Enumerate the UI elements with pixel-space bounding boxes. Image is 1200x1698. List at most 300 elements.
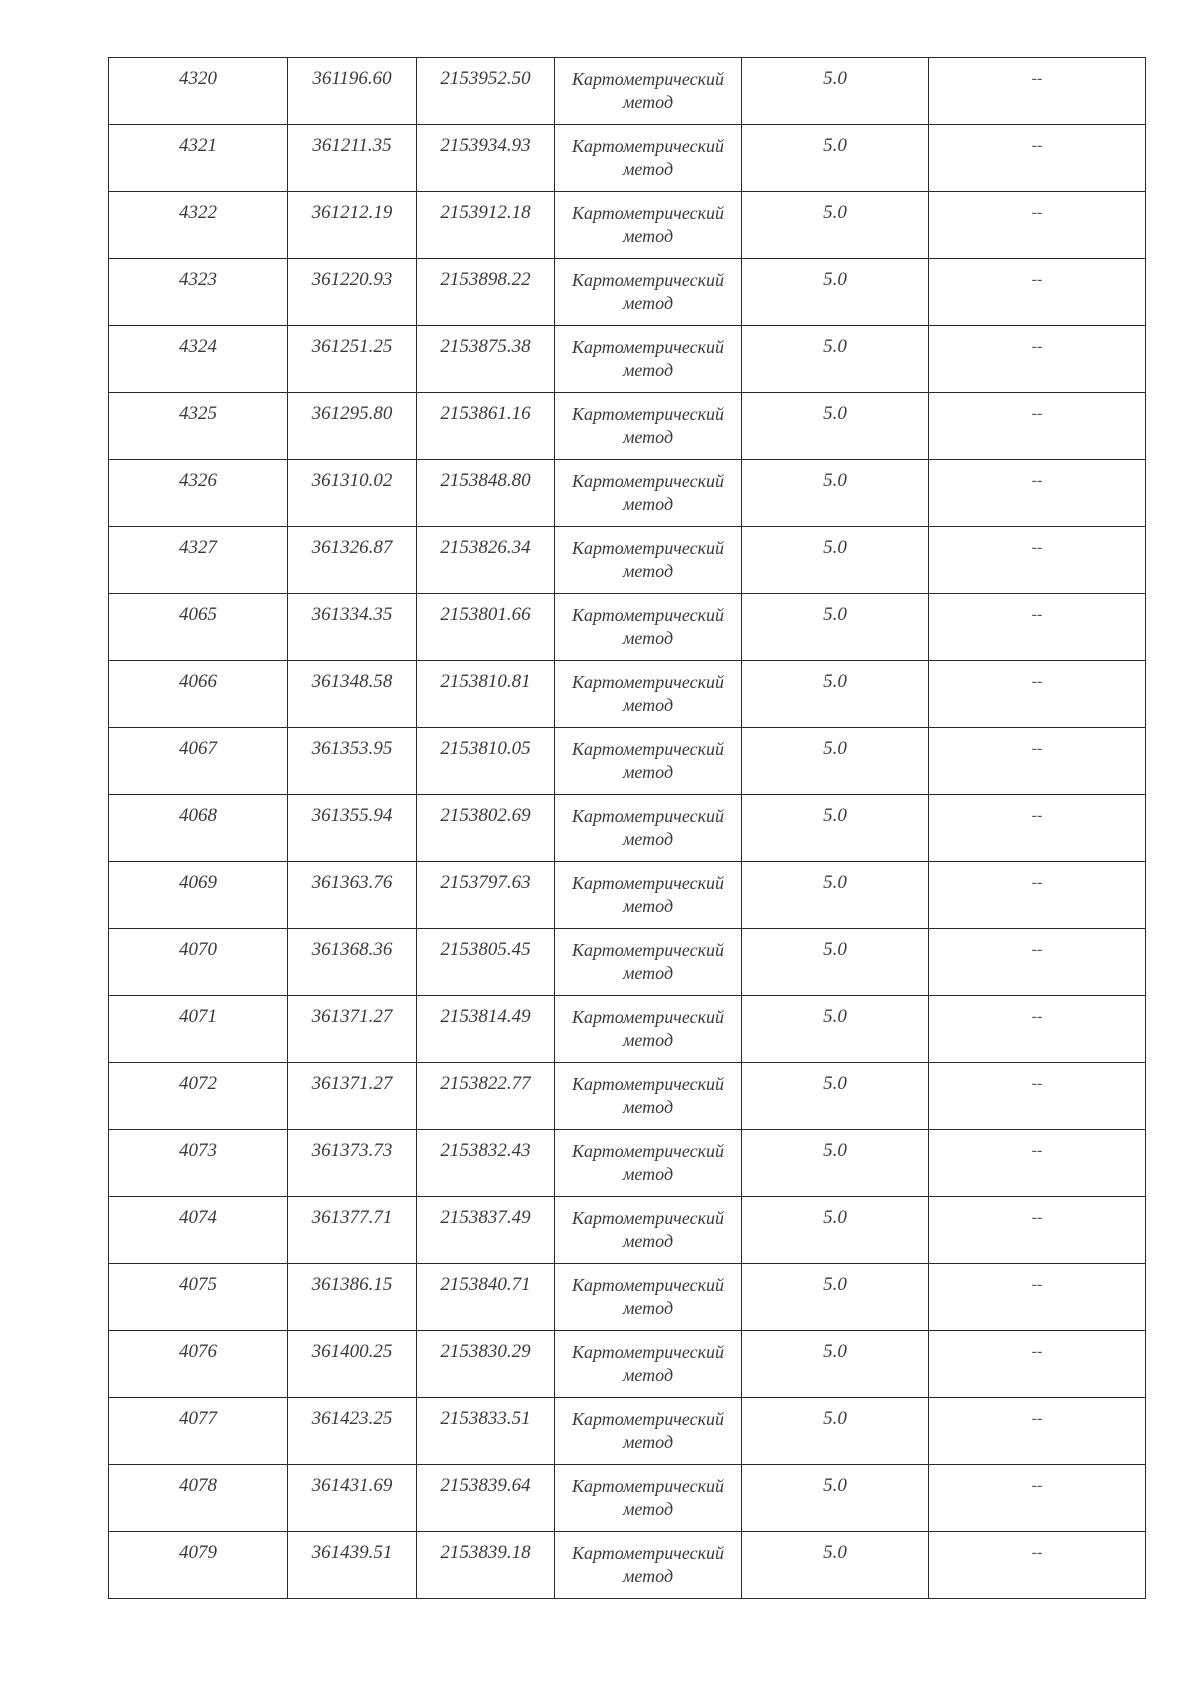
note-value: --: [1031, 874, 1043, 891]
x-coordinate-value: 361295.80: [311, 403, 393, 424]
accuracy-cell: [742, 996, 929, 1063]
method-line-2: метод: [622, 494, 674, 514]
method-text: [555, 1331, 741, 1387]
method-cell: [555, 728, 742, 795]
accuracy-value: 5.0: [823, 470, 847, 491]
method-line-1: Картометрический: [571, 337, 724, 357]
method-cell: [555, 1532, 742, 1599]
point-number-value: 4322: [179, 202, 217, 223]
x-coordinate-value: 361439.51: [311, 1542, 393, 1563]
method-text: [555, 862, 741, 918]
y-coordinate-value: 2153833.51: [440, 1408, 531, 1429]
accuracy-value: 5.0: [823, 805, 847, 826]
x-coordinate-value: 361251.25: [311, 336, 393, 357]
point-number-cell: [109, 929, 288, 996]
accuracy-value: 5.0: [823, 604, 847, 625]
note-value: --: [1031, 1343, 1043, 1360]
point-number-value: 4066: [179, 671, 217, 692]
point-number-cell: [109, 795, 288, 862]
x-coordinate-value: 361423.25: [311, 1408, 393, 1429]
method-line-2: метод: [622, 896, 674, 916]
x-coordinate-value: 361386.15: [311, 1274, 393, 1295]
x-coordinate-cell: [288, 460, 417, 527]
y-coordinate-cell: [417, 661, 555, 728]
accuracy-value: 5.0: [823, 537, 847, 558]
method-text: [555, 795, 741, 851]
note-cell: [929, 259, 1146, 326]
point-number-cell: [109, 192, 288, 259]
method-text: [555, 996, 741, 1052]
note-value: --: [1031, 1075, 1043, 1092]
table-row: [109, 594, 1146, 661]
note-cell: [929, 1130, 1146, 1197]
table-row: [109, 1197, 1146, 1264]
point-number-value: 4320: [179, 68, 217, 89]
y-coordinate-cell: [417, 393, 555, 460]
y-coordinate-value: 2153837.49: [440, 1207, 531, 1228]
method-text: [555, 1465, 741, 1521]
table-row: [109, 393, 1146, 460]
x-coordinate-cell: [288, 996, 417, 1063]
y-coordinate-value: 2153810.81: [440, 671, 531, 692]
table-row: [109, 527, 1146, 594]
method-line-1: Картометрический: [571, 605, 724, 625]
x-coordinate-value: 361363.76: [311, 872, 393, 893]
method-line-2: метод: [622, 293, 674, 313]
note-value: --: [1031, 673, 1043, 690]
note-value: --: [1031, 1544, 1043, 1561]
table-row: [109, 1532, 1146, 1599]
method-line-2: метод: [622, 628, 674, 648]
y-coordinate-cell: [417, 259, 555, 326]
method-line-2: метод: [622, 360, 674, 380]
method-line-2: метод: [622, 829, 674, 849]
x-coordinate-value: 361377.71: [311, 1207, 393, 1228]
point-number-value: 4065: [179, 604, 217, 625]
x-coordinate-cell: [288, 1063, 417, 1130]
x-coordinate-cell: [288, 192, 417, 259]
accuracy-value: 5.0: [823, 939, 847, 960]
accuracy-cell: [742, 929, 929, 996]
point-number-value: 4071: [179, 1006, 217, 1027]
x-coordinate-cell: [288, 929, 417, 996]
point-number-cell: [109, 259, 288, 326]
point-number-cell: [109, 728, 288, 795]
method-text: [555, 527, 741, 583]
point-number-value: 4323: [179, 269, 217, 290]
accuracy-cell: [742, 527, 929, 594]
method-cell: [555, 996, 742, 1063]
x-coordinate-cell: [288, 1465, 417, 1532]
note-value: --: [1031, 1410, 1043, 1427]
x-coordinate-cell: [288, 58, 417, 125]
x-coordinate-cell: [288, 594, 417, 661]
table-row: [109, 1398, 1146, 1465]
method-text: [555, 460, 741, 516]
note-cell: [929, 326, 1146, 393]
y-coordinate-value: 2153898.22: [440, 269, 531, 290]
point-number-value: 4324: [179, 336, 217, 357]
y-coordinate-value: 2153839.64: [440, 1475, 531, 1496]
method-line-1: Картометрический: [571, 1007, 724, 1027]
x-coordinate-value: 361211.35: [312, 135, 392, 156]
point-number-cell: [109, 1398, 288, 1465]
point-number-cell: [109, 996, 288, 1063]
method-line-1: Картометрический: [571, 873, 724, 893]
x-coordinate-cell: [288, 125, 417, 192]
method-line-2: метод: [622, 1164, 674, 1184]
method-line-1: Картометрический: [571, 940, 724, 960]
y-coordinate-value: 2153934.93: [440, 135, 531, 156]
note-cell: [929, 1398, 1146, 1465]
note-cell: [929, 996, 1146, 1063]
point-number-cell: [109, 661, 288, 728]
method-line-2: метод: [622, 92, 674, 112]
point-number-cell: [109, 1532, 288, 1599]
method-line-1: Картометрический: [571, 69, 724, 89]
y-coordinate-value: 2153801.66: [440, 604, 531, 625]
y-coordinate-value: 2153952.50: [440, 68, 531, 89]
method-cell: [555, 1331, 742, 1398]
method-cell: [555, 326, 742, 393]
x-coordinate-value: 361371.27: [311, 1006, 393, 1027]
y-coordinate-value: 2153839.18: [440, 1542, 531, 1563]
note-cell: [929, 1532, 1146, 1599]
note-cell: [929, 929, 1146, 996]
accuracy-cell: [742, 326, 929, 393]
method-line-1: Картометрический: [571, 1543, 724, 1563]
note-cell: [929, 795, 1146, 862]
method-text: [555, 326, 741, 382]
x-coordinate-cell: [288, 1331, 417, 1398]
point-number-value: 4078: [179, 1475, 217, 1496]
method-cell: [555, 795, 742, 862]
note-cell: [929, 125, 1146, 192]
note-value: --: [1031, 539, 1043, 556]
accuracy-cell: [742, 192, 929, 259]
accuracy-cell: [742, 1465, 929, 1532]
method-cell: [555, 1197, 742, 1264]
method-line-2: метод: [622, 1566, 674, 1586]
method-line-1: Картометрический: [571, 1409, 724, 1429]
accuracy-value: 5.0: [823, 1140, 847, 1161]
x-coordinate-value: 361373.73: [311, 1140, 393, 1161]
y-coordinate-cell: [417, 1532, 555, 1599]
method-cell: [555, 192, 742, 259]
point-number-value: 4327: [179, 537, 217, 558]
x-coordinate-cell: [288, 326, 417, 393]
method-text: [555, 594, 741, 650]
accuracy-value: 5.0: [823, 1073, 847, 1094]
method-cell: [555, 393, 742, 460]
point-number-cell: [109, 1197, 288, 1264]
y-coordinate-cell: [417, 125, 555, 192]
accuracy-cell: [742, 594, 929, 661]
note-value: --: [1031, 1209, 1043, 1226]
point-number-value: 4321: [179, 135, 217, 156]
y-coordinate-cell: [417, 728, 555, 795]
method-cell: [555, 58, 742, 125]
method-cell: [555, 1398, 742, 1465]
accuracy-value: 5.0: [823, 135, 847, 156]
table-row: [109, 728, 1146, 795]
accuracy-cell: [742, 58, 929, 125]
accuracy-cell: [742, 1264, 929, 1331]
method-line-2: метод: [622, 695, 674, 715]
table-row: [109, 1130, 1146, 1197]
point-number-cell: [109, 326, 288, 393]
table-row: [109, 996, 1146, 1063]
table-row: [109, 259, 1146, 326]
point-number-value: 4077: [179, 1408, 217, 1429]
x-coordinate-cell: [288, 795, 417, 862]
point-number-cell: [109, 1331, 288, 1398]
y-coordinate-value: 2153830.29: [440, 1341, 531, 1362]
method-line-1: Картометрический: [571, 1141, 724, 1161]
x-coordinate-value: 361431.69: [311, 1475, 393, 1496]
method-line-1: Картометрический: [571, 1208, 724, 1228]
accuracy-cell: [742, 1532, 929, 1599]
x-coordinate-cell: [288, 1197, 417, 1264]
y-coordinate-value: 2153848.80: [440, 470, 531, 491]
method-text: [555, 728, 741, 784]
y-coordinate-value: 2153826.34: [440, 537, 531, 558]
method-line-2: метод: [622, 561, 674, 581]
point-number-cell: [109, 1264, 288, 1331]
method-text: [555, 125, 741, 181]
note-value: --: [1031, 1142, 1043, 1159]
y-coordinate-value: 2153875.38: [440, 336, 531, 357]
table-row: [109, 1465, 1146, 1532]
method-line-2: метод: [622, 963, 674, 983]
table-row: [109, 326, 1146, 393]
method-line-2: метод: [622, 762, 674, 782]
method-cell: [555, 929, 742, 996]
point-number-value: 4067: [179, 738, 217, 759]
point-number-cell: [109, 1465, 288, 1532]
x-coordinate-cell: [288, 1130, 417, 1197]
x-coordinate-value: 361348.58: [311, 671, 393, 692]
accuracy-value: 5.0: [823, 671, 847, 692]
note-cell: [929, 192, 1146, 259]
accuracy-value: 5.0: [823, 1274, 847, 1295]
note-cell: [929, 1063, 1146, 1130]
note-cell: [929, 1331, 1146, 1398]
y-coordinate-cell: [417, 1331, 555, 1398]
note-cell: [929, 393, 1146, 460]
y-coordinate-value: 2153861.16: [440, 403, 531, 424]
method-line-2: метод: [622, 1298, 674, 1318]
method-text: [555, 1264, 741, 1320]
x-coordinate-value: 361310.02: [311, 470, 393, 491]
method-line-1: Картометрический: [571, 1476, 724, 1496]
method-cell: [555, 1130, 742, 1197]
coordinates-table-body: [109, 58, 1146, 1599]
note-cell: [929, 661, 1146, 728]
point-number-value: 4070: [179, 939, 217, 960]
x-coordinate-value: 361220.93: [311, 269, 393, 290]
method-line-2: метод: [622, 1030, 674, 1050]
note-cell: [929, 728, 1146, 795]
method-cell: [555, 594, 742, 661]
table-row: [109, 661, 1146, 728]
method-cell: [555, 1264, 742, 1331]
method-text: [555, 58, 741, 114]
accuracy-value: 5.0: [823, 738, 847, 759]
y-coordinate-cell: [417, 460, 555, 527]
method-line-1: Картометрический: [571, 404, 724, 424]
note-value: --: [1031, 137, 1043, 154]
note-value: --: [1031, 70, 1043, 87]
method-cell: [555, 125, 742, 192]
method-line-2: метод: [622, 1097, 674, 1117]
accuracy-cell: [742, 661, 929, 728]
point-number-value: 4076: [179, 1341, 217, 1362]
table-row: [109, 58, 1146, 125]
point-number-value: 4325: [179, 403, 217, 424]
x-coordinate-cell: [288, 728, 417, 795]
accuracy-cell: [742, 1331, 929, 1398]
x-coordinate-value: 361400.25: [311, 1341, 393, 1362]
method-line-2: метод: [622, 1231, 674, 1251]
x-coordinate-value: 361326.87: [311, 537, 393, 558]
y-coordinate-cell: [417, 58, 555, 125]
x-coordinate-cell: [288, 661, 417, 728]
accuracy-cell: [742, 1197, 929, 1264]
method-cell: [555, 661, 742, 728]
method-text: [555, 1063, 741, 1119]
note-value: --: [1031, 606, 1043, 623]
table-row: [109, 929, 1146, 996]
accuracy-value: 5.0: [823, 403, 847, 424]
x-coordinate-value: 361334.35: [311, 604, 393, 625]
y-coordinate-cell: [417, 326, 555, 393]
y-coordinate-value: 2153912.18: [440, 202, 531, 223]
y-coordinate-value: 2153840.71: [440, 1274, 531, 1295]
note-value: --: [1031, 941, 1043, 958]
note-value: --: [1031, 740, 1043, 757]
y-coordinate-cell: [417, 1264, 555, 1331]
accuracy-cell: [742, 460, 929, 527]
x-coordinate-value: 361368.36: [311, 939, 393, 960]
point-number-cell: [109, 862, 288, 929]
method-text: [555, 259, 741, 315]
accuracy-cell: [742, 728, 929, 795]
accuracy-cell: [742, 259, 929, 326]
method-line-2: метод: [622, 159, 674, 179]
coordinates-table: [108, 57, 1146, 1599]
accuracy-value: 5.0: [823, 1006, 847, 1027]
point-number-value: 4069: [179, 872, 217, 893]
accuracy-value: 5.0: [823, 1408, 847, 1429]
note-value: --: [1031, 204, 1043, 221]
method-line-1: Картометрический: [571, 1342, 724, 1362]
method-line-2: метод: [622, 1499, 674, 1519]
x-coordinate-cell: [288, 862, 417, 929]
point-number-cell: [109, 594, 288, 661]
point-number-value: 4072: [179, 1073, 217, 1094]
method-text: [555, 661, 741, 717]
table-row: [109, 1063, 1146, 1130]
note-cell: [929, 1197, 1146, 1264]
method-text: [555, 1130, 741, 1186]
method-line-2: метод: [622, 226, 674, 246]
method-line-1: Картометрический: [571, 1275, 724, 1295]
point-number-value: 4074: [179, 1207, 217, 1228]
accuracy-value: 5.0: [823, 1207, 847, 1228]
note-cell: [929, 1264, 1146, 1331]
method-text: [555, 929, 741, 985]
point-number-cell: [109, 125, 288, 192]
accuracy-cell: [742, 1398, 929, 1465]
method-text: [555, 1398, 741, 1454]
x-coordinate-cell: [288, 1398, 417, 1465]
y-coordinate-cell: [417, 795, 555, 862]
table-row: [109, 862, 1146, 929]
accuracy-cell: [742, 1130, 929, 1197]
point-number-value: 4073: [179, 1140, 217, 1161]
point-number-cell: [109, 460, 288, 527]
y-coordinate-value: 2153797.63: [440, 872, 531, 893]
accuracy-value: 5.0: [823, 68, 847, 89]
method-text: [555, 1532, 741, 1588]
accuracy-cell: [742, 795, 929, 862]
note-value: --: [1031, 472, 1043, 489]
method-cell: [555, 527, 742, 594]
y-coordinate-cell: [417, 929, 555, 996]
point-number-cell: [109, 1063, 288, 1130]
table-row: [109, 460, 1146, 527]
table-row: [109, 1331, 1146, 1398]
note-value: --: [1031, 807, 1043, 824]
y-coordinate-cell: [417, 527, 555, 594]
y-coordinate-cell: [417, 996, 555, 1063]
accuracy-value: 5.0: [823, 202, 847, 223]
method-line-2: метод: [622, 1432, 674, 1452]
y-coordinate-value: 2153805.45: [440, 939, 531, 960]
accuracy-cell: [742, 1063, 929, 1130]
note-value: --: [1031, 1477, 1043, 1494]
y-coordinate-cell: [417, 1130, 555, 1197]
note-cell: [929, 594, 1146, 661]
method-cell: [555, 862, 742, 929]
accuracy-value: 5.0: [823, 336, 847, 357]
method-line-2: метод: [622, 427, 674, 447]
method-line-2: метод: [622, 1365, 674, 1385]
table-row: [109, 125, 1146, 192]
x-coordinate-cell: [288, 1264, 417, 1331]
note-cell: [929, 460, 1146, 527]
x-coordinate-value: 361196.60: [312, 68, 392, 89]
method-text: [555, 1197, 741, 1253]
method-cell: [555, 259, 742, 326]
table-row: [109, 192, 1146, 259]
method-line-1: Картометрический: [571, 739, 724, 759]
method-line-1: Картометрический: [571, 471, 724, 491]
point-number-value: 4068: [179, 805, 217, 826]
x-coordinate-value: 361353.95: [311, 738, 393, 759]
note-value: --: [1031, 405, 1043, 422]
x-coordinate-cell: [288, 393, 417, 460]
y-coordinate-cell: [417, 1197, 555, 1264]
method-line-1: Картометрический: [571, 806, 724, 826]
point-number-value: 4079: [179, 1542, 217, 1563]
point-number-cell: [109, 1130, 288, 1197]
method-line-1: Картометрический: [571, 1074, 724, 1094]
method-text: [555, 393, 741, 449]
y-coordinate-cell: [417, 1465, 555, 1532]
y-coordinate-cell: [417, 192, 555, 259]
